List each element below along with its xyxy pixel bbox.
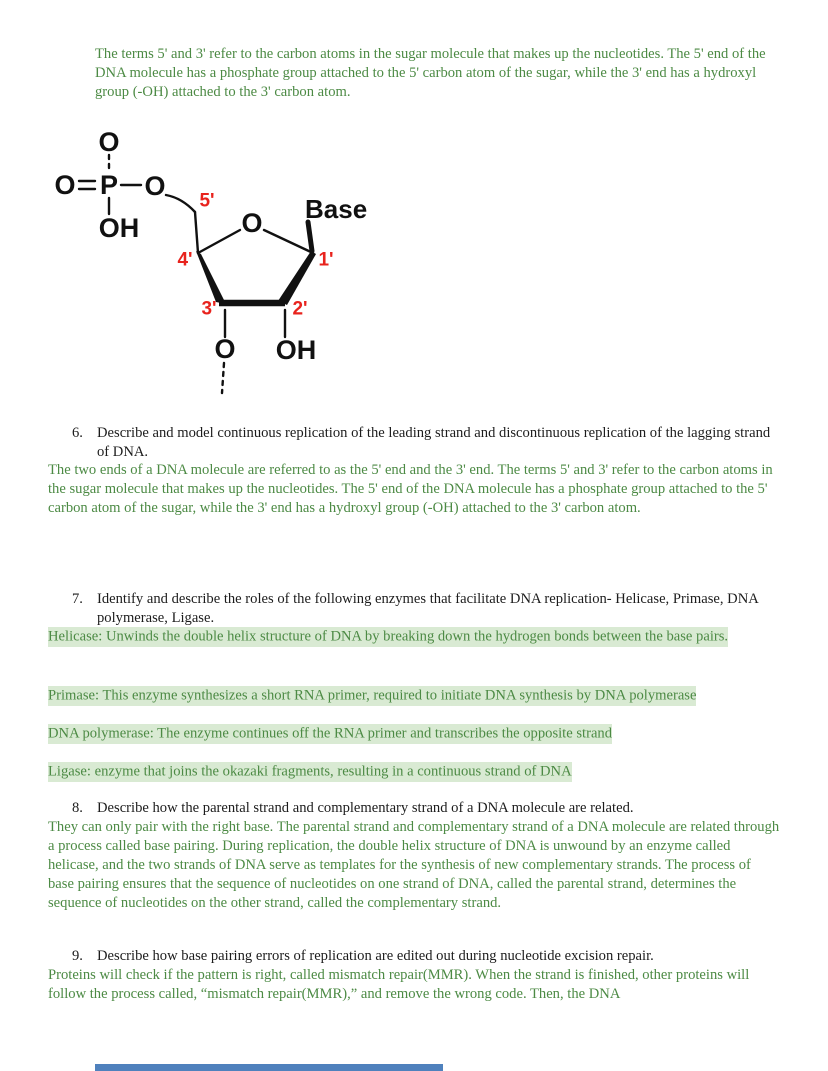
c2-prime-label: 2' [292, 298, 308, 320]
question-7-number: 7. [72, 591, 83, 607]
phosphate-left-oxygen-label: O [54, 170, 76, 200]
ester-oxygen-label: O [144, 171, 166, 201]
ring-o-c4-bond [198, 230, 240, 253]
question-6 [72, 424, 782, 462]
c4-c3-wedge-bond [196, 251, 226, 304]
c4-prime-label: 4' [177, 249, 193, 271]
o-c5-bond [166, 195, 195, 212]
o3-dashed-bond [222, 363, 224, 393]
nucleotide-structure-diagram [38, 112, 393, 407]
answer-7-helicase-highlight: Helicase: Unwinds the double helix structure of DNA by breaking down the hydrogen bonds between the base pairs. [48, 627, 728, 647]
answer-7-ligase-highlight: Ligase: enzyme that joins the okazaki fragments, resulting in a continuous strand of DNA [48, 762, 572, 782]
c5-c4-bond [195, 212, 198, 253]
footer-blue-bar [95, 1064, 443, 1071]
oh2-bottom-label: OH [275, 335, 317, 365]
base-label: Base [305, 194, 368, 224]
ring-o-c1-bond [264, 230, 313, 253]
question-8-text: Describe how the parental strand and complementary strand of a DNA molecule are related. [97, 800, 634, 816]
answer-7-primase [48, 686, 796, 705]
answer-7-polymerase [48, 724, 796, 743]
question-7-text: Identify and describe the roles of the following enzymes that facilitate DNA replication- Helicase, Primase, DNA polymerase, Ligase. [97, 591, 758, 626]
ring-oxygen-label: O [241, 208, 263, 238]
c3-prime-label: 3' [201, 298, 217, 320]
c5-prime-label: 5' [199, 190, 215, 212]
answer-7-polymerase-highlight: DNA polymerase: The enzyme continues off the RNA primer and transcribes the opposite strand [48, 724, 612, 744]
answer-6: The two ends of a DNA molecule are referred to as the 5' end and the 3' end. The terms 5' and 3' refer to the carbon atoms in the sugar molecule that makes up the nucleotides. The 5' end of the DNA molecule has a phosphate group attached to the 5' carbon atom of the sugar, while the 3' end has a hydroxyl group (-OH) attached to the 3' carbon atom. [48, 462, 773, 516]
answer-9: Proteins will check if the pattern is right, called mismatch repair(MMR). When the strand is finished, other proteins will follow the process called, “mismatch repair(MMR),” and remove the wrong code. Then, the DNA [48, 967, 750, 1002]
answer-7-helicase [48, 627, 780, 646]
question-7 [72, 590, 782, 628]
question-6-text: Describe and model continuous replication of the leading strand and discontinuous replication of the lagging strand of DNA. [97, 425, 771, 460]
answer-7-primase-highlight: Primase: This enzyme synthesizes a short RNA primer, required to initiate DNA synthesis by DNA polymerase [48, 686, 696, 706]
question-9-text: Describe how base pairing errors of replication are edited out during nucleotide excision repair. [97, 948, 654, 964]
phosphorus-label: P [99, 170, 119, 200]
o3-bottom-label: O [214, 334, 236, 364]
c1-prime-label: 1' [318, 249, 334, 271]
phosphate-oh-label: OH [98, 213, 140, 243]
phosphate-top-oxygen-label: O [98, 127, 120, 157]
answer-7-ligase [48, 762, 796, 781]
c1-base-bond [308, 222, 312, 251]
intro-paragraph: The terms 5' and 3' refer to the carbon atoms in the sugar molecule that makes up the nucleotides. The 5' end of the DNA molecule has a phosphate group attached to the 5' carbon atom of the sugar, while the 3' end has a hydroxyl group (-OH) attached to the 3' carbon atom. [95, 46, 766, 100]
question-6-number: 6. [72, 425, 83, 441]
question-8-number: 8. [72, 800, 83, 816]
question-8 [72, 799, 782, 818]
c1-c2-wedge-bond [278, 251, 316, 305]
question-9-number: 9. [72, 948, 83, 964]
question-9 [72, 947, 782, 966]
answer-8: They can only pair with the right base. The parental strand and complementary strand of a DNA molecule are related through a process called base pairing. During replication, the double helix structure of DNA is unwound by an enzyme called helicase, and the two strands of DNA serve as templates for the synthesis of new complementary strands. The process of base pairing ensures that the sequence of nucleotides on one strand of DNA, called the parental strand, determines the sequence of nucleotides on the other strand, called the complementary strand. [48, 819, 780, 911]
